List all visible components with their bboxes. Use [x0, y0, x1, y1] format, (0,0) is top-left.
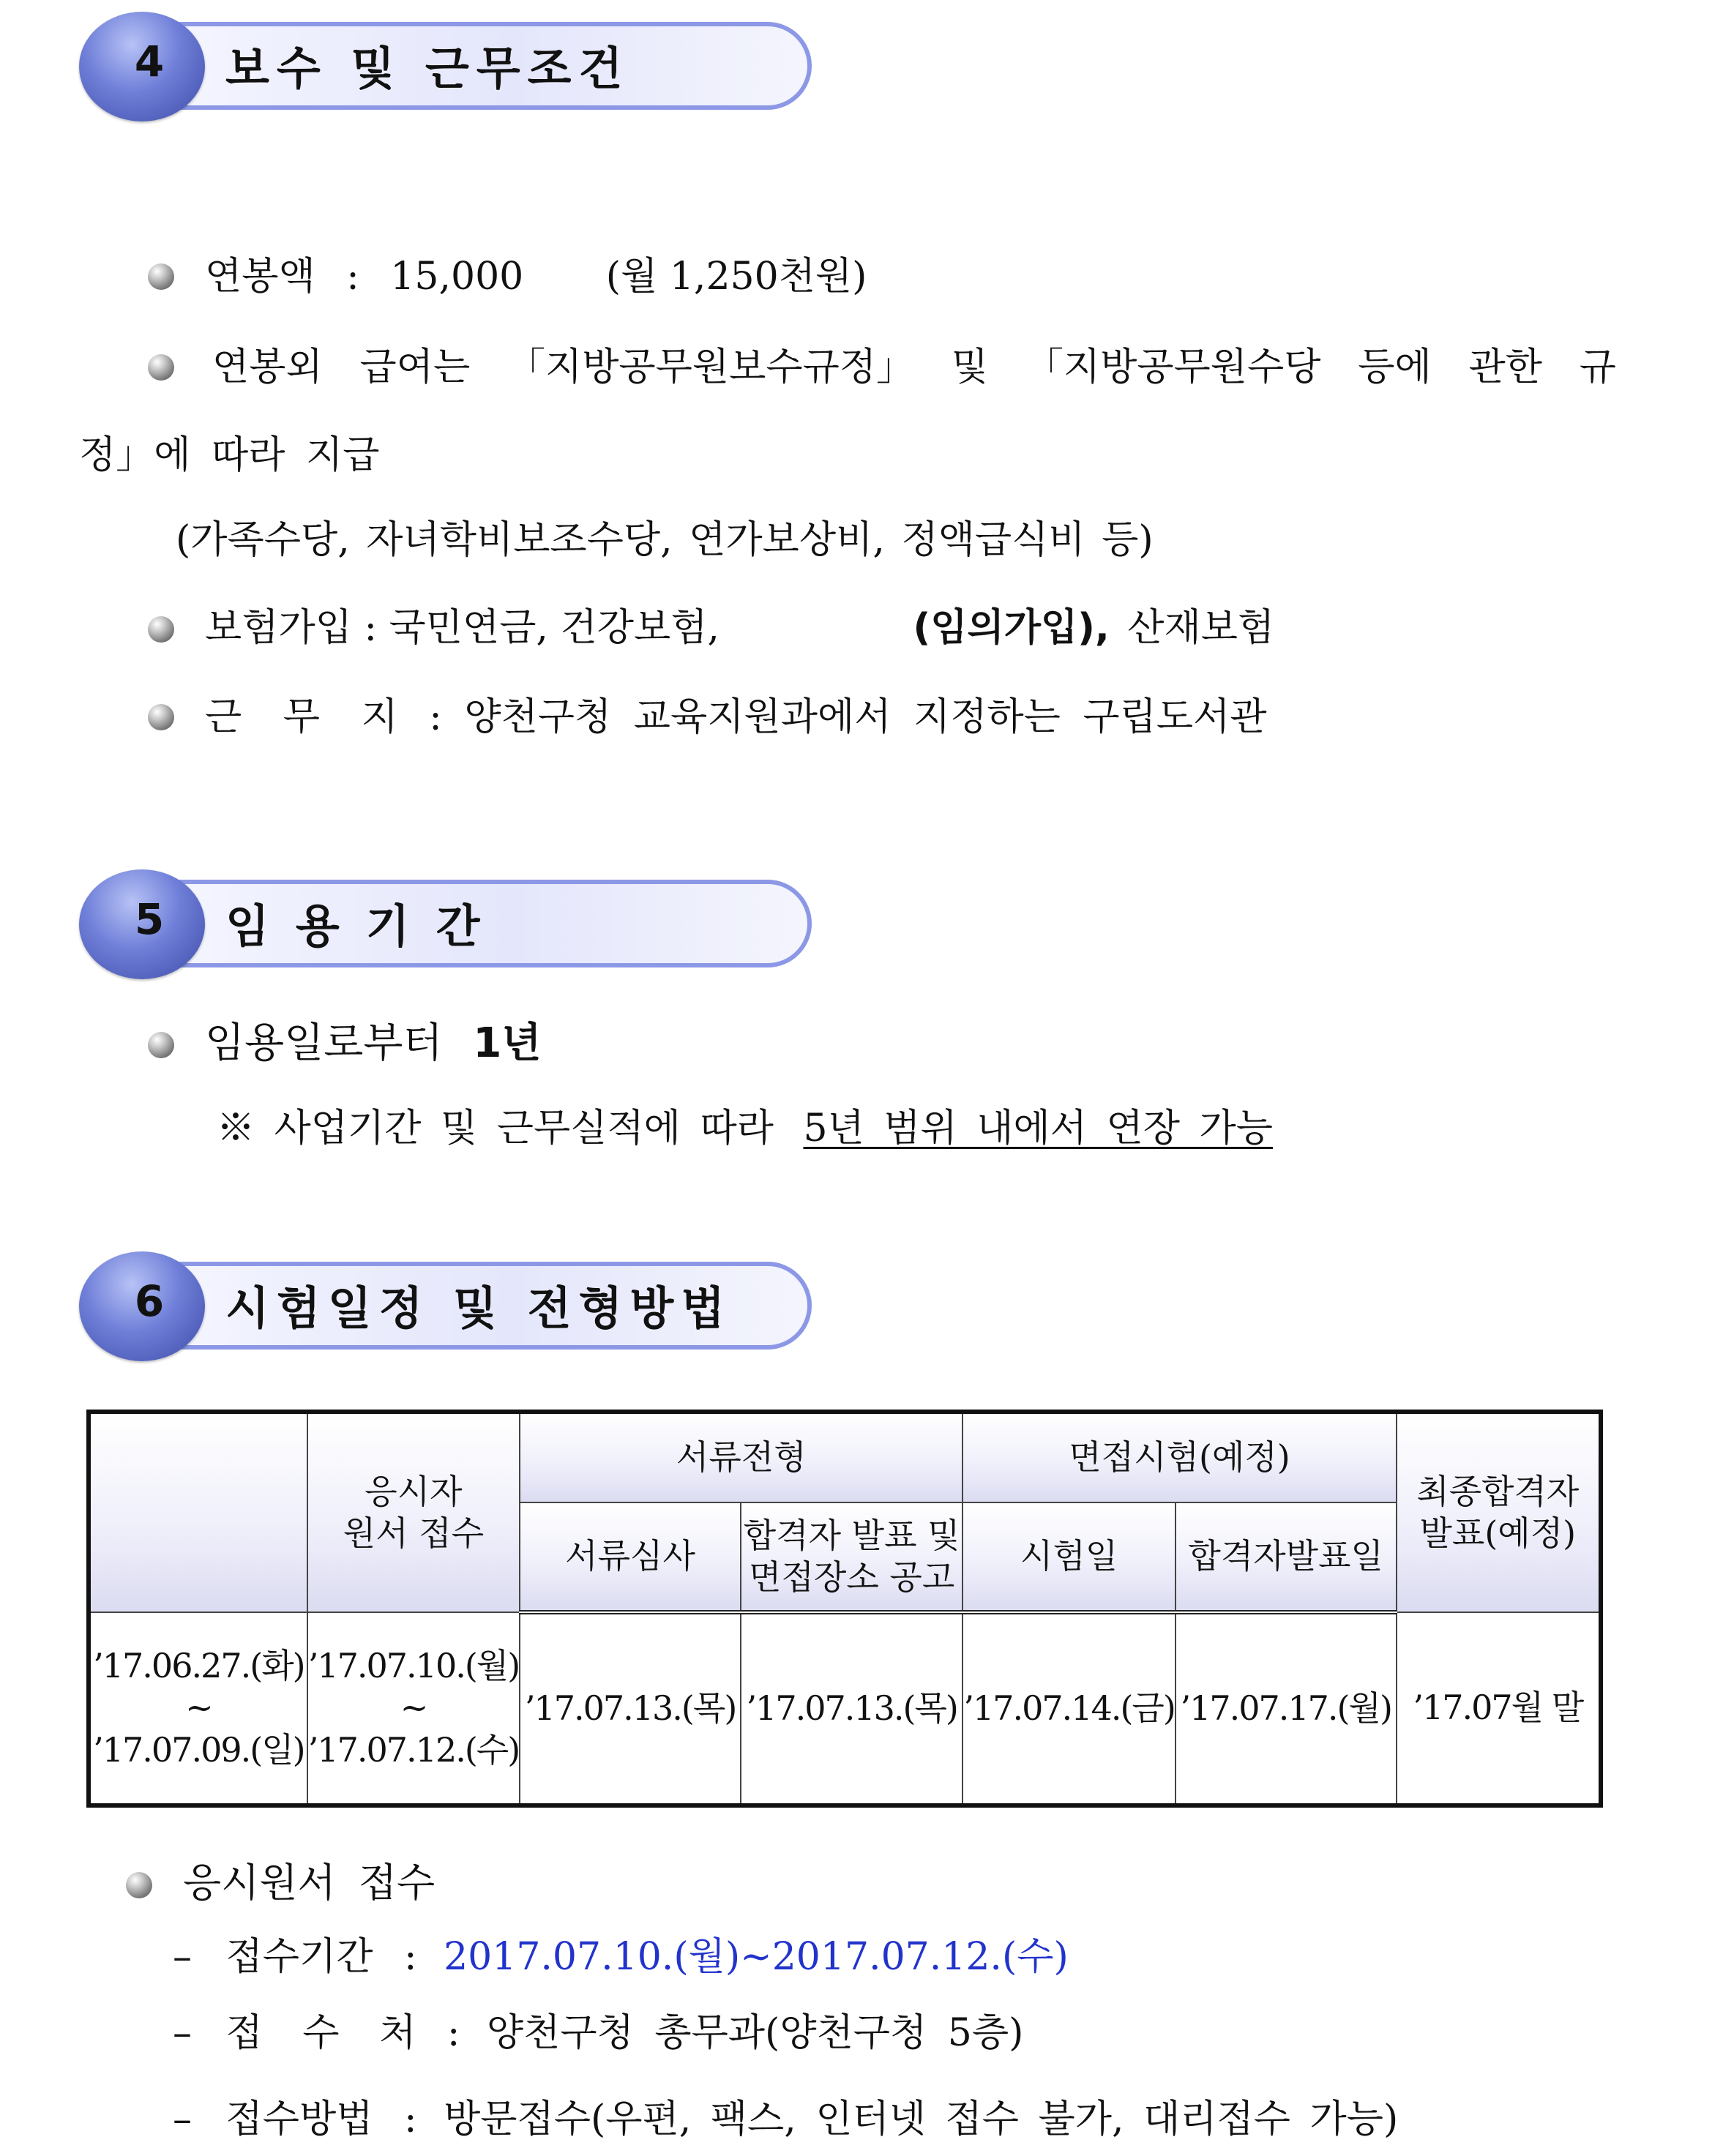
- cell-text: ’17.07.12.(수): [307, 1729, 520, 1770]
- bullet-icon: [148, 263, 174, 290]
- table-header-doc-review: 서류심사: [520, 1502, 741, 1612]
- schedule-table: [86, 1410, 1603, 1808]
- table-header-interview-result: 합격자발표일: [1176, 1502, 1397, 1612]
- cell-interview-result: ’17.07.17.(월): [1176, 1612, 1397, 1805]
- allowance-word: 등에: [1358, 345, 1432, 389]
- cell-text: ’17.07.09.(일): [93, 1729, 304, 1770]
- section-header-5: [79, 869, 818, 979]
- workplace-label-char: 지: [361, 695, 398, 739]
- item-label-char: 수: [302, 2011, 340, 2055]
- term-duration: 1년: [473, 1019, 542, 1067]
- allowance-word: 관한: [1468, 345, 1542, 389]
- allowance-word: 급여는: [359, 345, 471, 389]
- cell-text: ’17.06.27.(화): [93, 1645, 304, 1685]
- section-number: 4: [134, 37, 165, 86]
- cell-interview-day: ’17.07.14.(금): [963, 1612, 1175, 1805]
- dash: –: [173, 2097, 192, 2141]
- bullet-icon: [148, 354, 174, 381]
- cell-doc-notice: ’17.07.13.(목): [741, 1612, 963, 1805]
- table-header-doc-notice: [741, 1502, 963, 1612]
- item-colon: :: [404, 2097, 417, 2141]
- allowance-word: 「지방공무원수당: [1025, 345, 1321, 389]
- term-note-prefix: ※ 사업기간 및 근무실적에 따라: [217, 1107, 774, 1150]
- dash: –: [173, 1935, 192, 1979]
- workplace-line: [205, 695, 1267, 739]
- allowance-word: 규: [1579, 345, 1616, 389]
- header-text: 최종합격자: [1416, 1471, 1580, 1511]
- item-colon: :: [404, 1935, 417, 1979]
- salary-monthly: (월 1,250천원): [605, 255, 867, 299]
- item-label-char: 접: [225, 2011, 263, 2055]
- section-number: 5: [134, 894, 165, 944]
- item-label-char: 처: [379, 2011, 416, 2055]
- table-header-apply: [307, 1412, 520, 1612]
- application-item-method: [173, 2097, 1399, 2141]
- header-text: 면접장소 공고: [749, 1557, 955, 1597]
- bullet-icon: [148, 704, 174, 730]
- table-header-doc: 서류전형: [520, 1412, 963, 1502]
- section-title: 시험일정 및 전형방법: [225, 1281, 733, 1335]
- section-title: 임용기간: [225, 899, 507, 953]
- allowance-word: 및: [951, 345, 989, 389]
- allowance-line-1: [212, 345, 1616, 389]
- workplace-label-char: 근: [205, 695, 242, 739]
- table-header-empty: [89, 1412, 307, 1612]
- application-item-period: [173, 1935, 1069, 1979]
- cell-doc-review: ’17.07.13.(목): [520, 1612, 741, 1805]
- item-value: 2017.07.10.(월)~2017.07.12.(수): [444, 1935, 1069, 1979]
- item-value: 방문접수(우편, 팩스, 인터넷 접수 불가, 대리접수 가능): [444, 2097, 1399, 2141]
- header-text: 원서 접수: [343, 1513, 485, 1553]
- section-number: 6: [134, 1276, 165, 1326]
- item-label: 접수방법: [225, 2097, 373, 2141]
- insurance-tail: 산재보험: [1127, 606, 1275, 650]
- salary-label: 연봉액: [205, 255, 315, 299]
- allowance-word: 연봉외: [212, 345, 323, 389]
- application-item-place: [173, 2011, 1024, 2055]
- allowance-line-2: 정」에 따라 지급: [79, 433, 380, 477]
- item-value: 양천구청 총무과(양천구청 5층): [486, 2011, 1024, 2055]
- table-header-interview: 면접시험(예정): [963, 1412, 1396, 1502]
- salary-colon: :: [346, 255, 359, 299]
- salary-line: [205, 255, 867, 299]
- item-colon: :: [446, 2011, 460, 2055]
- application-title: 응시원서 접수: [183, 1860, 436, 1906]
- item-label: 접수기간: [225, 1935, 373, 1979]
- insurance-text: 보험가입 : 국민연금, 건강보험,: [205, 606, 720, 650]
- section-header-6: [79, 1251, 818, 1361]
- term-line: [205, 1019, 542, 1067]
- table-header-interview-day: 시험일: [963, 1502, 1175, 1612]
- cell-text: ~: [400, 1688, 427, 1728]
- term-text: 임용일로부터: [205, 1019, 443, 1067]
- insurance-line: [205, 606, 1275, 650]
- allowance-word: 「지방공무원보수규정」: [507, 345, 915, 389]
- cell-text: ~: [185, 1688, 212, 1728]
- allowance-examples: (가족수당, 자녀학비보조수당, 연가보상비, 정액급식비 등): [176, 518, 1154, 562]
- workplace-label-char: 무: [283, 695, 320, 739]
- table-header-final: [1397, 1412, 1601, 1612]
- salary-value: 15,000: [390, 255, 524, 299]
- table-row: [89, 1612, 1601, 1805]
- bullet-icon: [126, 1872, 152, 1898]
- term-note: [217, 1109, 1273, 1148]
- term-note-underlined: 5년 범위 내에서 연장 가능: [803, 1107, 1273, 1150]
- section-header-4: [79, 12, 818, 121]
- insurance-optional: (임의가입),: [913, 606, 1110, 650]
- bullet-icon: [148, 616, 174, 643]
- bullet-icon: [148, 1032, 174, 1058]
- header-text: 합격자 발표 및: [743, 1515, 960, 1555]
- cell-notice-period: [89, 1612, 307, 1805]
- dash: –: [173, 2011, 192, 2055]
- cell-apply-period: [307, 1612, 520, 1805]
- header-text: 발표(예정): [1419, 1513, 1577, 1553]
- header-text: 응시자: [365, 1471, 463, 1511]
- workplace-text: : 양천구청 교육지원과에서 지정하는 구립도서관: [429, 695, 1267, 739]
- cell-final: ’17.07월 말: [1397, 1612, 1601, 1805]
- section-title: 보수 및 근무조건: [225, 42, 630, 95]
- cell-text: ’17.07.10.(월): [307, 1645, 520, 1685]
